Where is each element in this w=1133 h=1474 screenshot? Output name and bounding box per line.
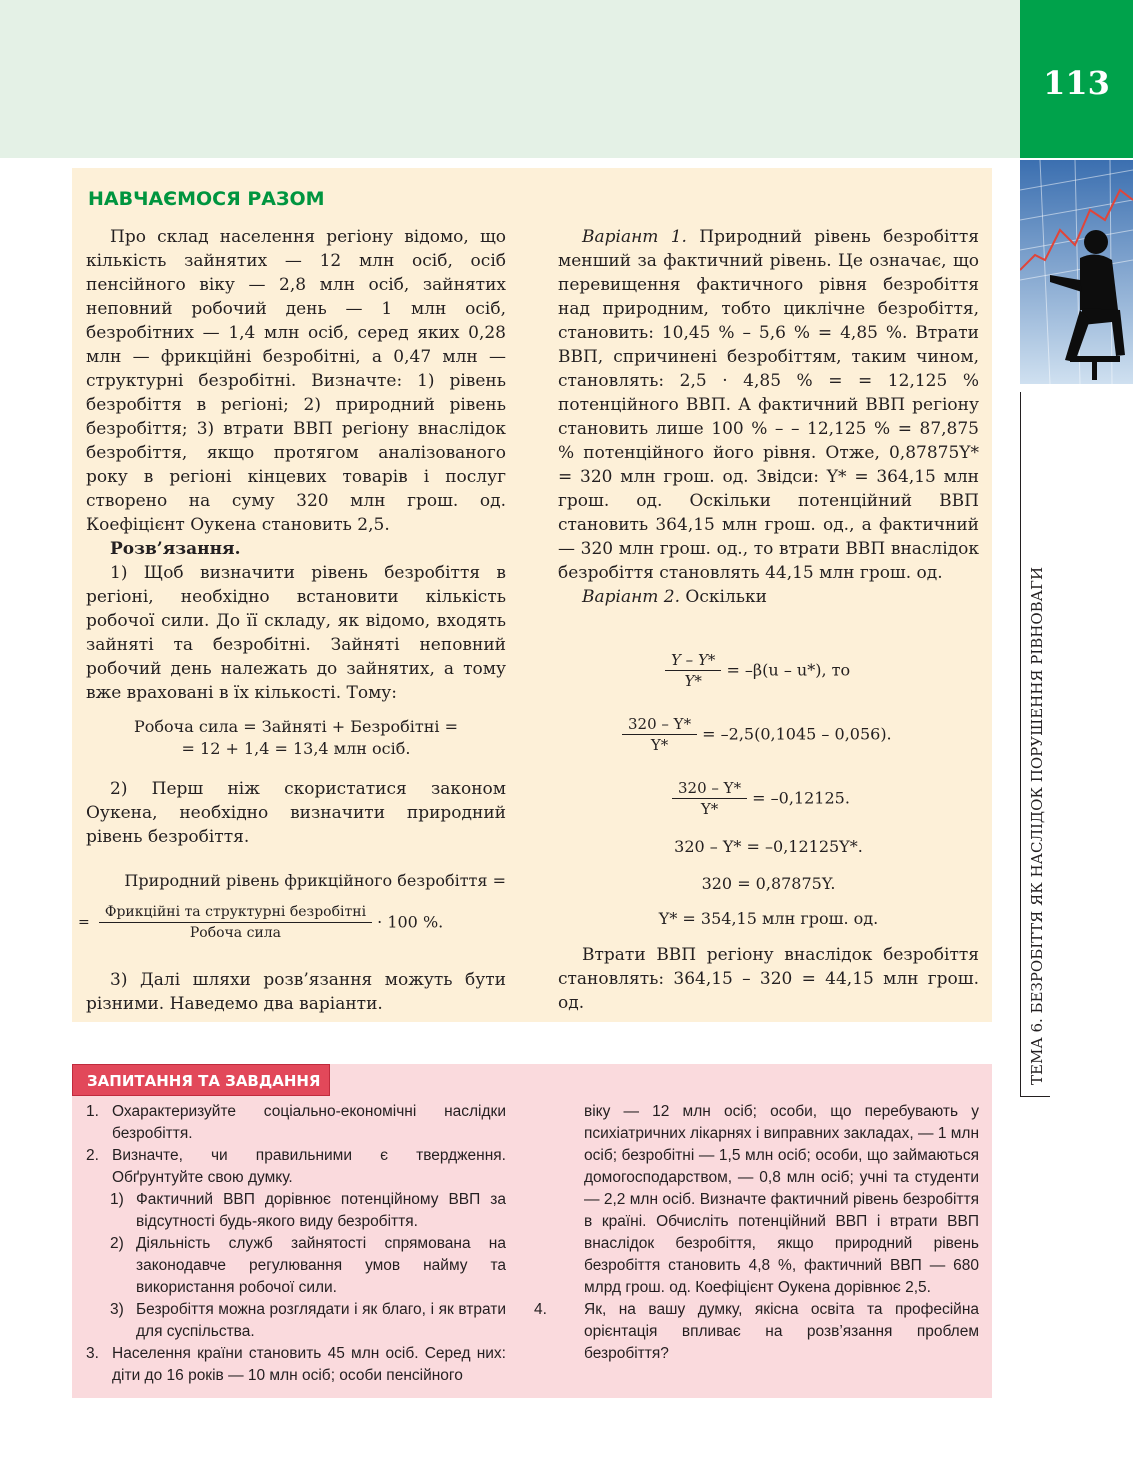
- eq2-denominator: Y*: [650, 736, 669, 754]
- variant-1-label: Варіант 1.: [582, 227, 687, 247]
- eq-sign: =: [78, 914, 90, 931]
- task-item: [86, 1343, 506, 1387]
- fraction-denominator: Робоча сила: [189, 925, 282, 941]
- fraction-tail: · 100 %.: [377, 912, 444, 932]
- chapter-title: ТЕМА 6. БЕЗРОБІТТЯ ЯК НАСЛІДОК ПОРУШЕННЯ РІВНОВАГИ: [1028, 566, 1046, 1085]
- questions-right-column: [534, 1101, 980, 1365]
- equation-4: 320 – Y* = –0,12125Y*.: [674, 837, 863, 856]
- natural-rate-formula-head: Природний рівень фрикційного безробіття =: [124, 871, 506, 890]
- step-2-block: [86, 777, 506, 849]
- subitem-number: 3): [110, 1301, 124, 1318]
- subitem-number: 2): [110, 1235, 124, 1252]
- topic-illustration: [1020, 160, 1133, 384]
- formula-line-2: = 12 + 1,4 = 13,4 млн осіб.: [181, 739, 411, 758]
- eq3-fraction: [672, 778, 747, 819]
- subitem-text: Діяльність служб зайнятості спрямована на законодавче регулювання умов найму та використання робочої сили.: [136, 1235, 506, 1296]
- eq3-denominator: Y*: [700, 800, 719, 818]
- task-text: Як, на вашу думку, якісна освіта та професійна орієнтація впливає на розв’язання проблем безробіття?: [584, 1301, 979, 1362]
- natural-rate-formula: [78, 902, 508, 943]
- task-continuation: [558, 1101, 979, 1299]
- questions-heading: ЗАПИТАННЯ ТА ЗАВДАННЯ: [72, 1064, 330, 1096]
- task-subitem: [86, 1233, 506, 1299]
- eq2-fraction: [622, 714, 697, 755]
- task-item: [86, 1101, 506, 1145]
- subitem-number: 1): [110, 1191, 124, 1208]
- learn-left-column: [86, 225, 506, 705]
- task-number: 4.: [534, 1301, 547, 1318]
- side-rule-foot: [1020, 1096, 1050, 1097]
- variant-1-paragraph: [558, 225, 979, 585]
- questions-left-column: [86, 1101, 506, 1387]
- step-2-text: 2) Перш ніж скористатися законом Оукена, необхідно визначити природний рівень безробіття.: [86, 779, 506, 847]
- task-number: 2.: [86, 1147, 99, 1164]
- eq2-numerator: 320 – Y*: [622, 714, 697, 735]
- okun-rhs: = –β(u – u*), то: [726, 660, 851, 680]
- task-number: 3.: [86, 1345, 99, 1362]
- variant-2-text: Оскільки: [680, 587, 767, 607]
- okun-fraction: [665, 650, 721, 691]
- top-band: [0, 0, 1020, 158]
- eq2-rhs: = –2,5(0,1045 – 0,056).: [702, 724, 892, 744]
- eq3-numerator: 320 – Y*: [672, 778, 747, 799]
- variant-1-text: Природний рівень безробіття менший за фактичний рівень. Це означає, що перевищення фактичного рівня безробіття над природним, тобто циклічне безробіття, становить: 10,45 % – 5,6 % = 4,85 %. Втрати ВВП, спричинені безробіттям, таким чином, становлять: 2,5 · 4,85 % = = 12,125 % потенційного ВВП. А фактичний ВВП регіону становить лише 100 % – – 12,125 % = 87,875 % потенційного його рівня. Отже, 0,87875Y* = 320 млн грош. од. Звідси: Y* = 364,15 млн грош. од. Оскільки потенційний ВВП становить 364,15 млн грош. од., а фактичний — 320 млн грош. од., то втрати ВВП внаслідок безробіття становлять 44,15 млн грош. од.: [558, 227, 979, 583]
- problem-text: Про склад населення регіону відомо, що кількість зайнятих — 12 млн осіб, осіб пенсійного віку — 2,8 млн осіб, зайнятих неповний робочий день — 1 млн осіб, безробітних — 1,4 млн осіб, серед яких 0,28 млн — фрикційні безробітні, а 0,47 млн — структурні безробітні. Визначте: 1) рівень безробіття в регіоні; 2) природний рівень безробіття; 3) втрати ВВП регіону внаслідок безробіття, якщо протягом аналізованого року в регіоні кінцевих товарів і послуг створено на суму 320 млн грош. од. Коефіцієнт Оукена становить 2,5.: [86, 227, 506, 535]
- learn-heading: НАВЧАЄМОСЯ РАЗОМ: [88, 188, 325, 210]
- task-text: віку — 12 млн осіб; особи, що перебувають у психіатричних лікарнях і виправних закладах, — 1 млн осіб; безробітні — 1,5 млн осіб; особи, що займаються домогосподарством, — 0,8 млн осіб; учні та студенти — 2,2 млн осіб. Визначте фактичний рівень безробіття в країні. Обчисліть потенційний ВВП і втрати ВВП внаслідок безробіття, якщо природний рівень безробіття становить 4,8 %, фактичний ВВП — 680 млрд грош. од. Коефіцієнт Оукена дорівнює 2,5.: [584, 1103, 980, 1296]
- task-text: Охарактеризуйте соціально-економічні наслідки безробіття.: [112, 1103, 506, 1142]
- subitem-text: Фактичний ВВП дорівнює потенційному ВВП за відсутності будь-якого виду безробіття.: [136, 1191, 506, 1230]
- fraction-numerator: Фрикційні та структурні безробітні: [99, 902, 372, 923]
- okun-equation: [665, 650, 850, 691]
- task-item: [534, 1299, 979, 1365]
- labor-force-formula: [86, 716, 506, 760]
- task-subitem: [86, 1189, 506, 1233]
- natural-rate-fraction: [99, 902, 372, 943]
- variant-2-label: Варіант 2.: [582, 587, 681, 607]
- formula-line-1: Робоча сила = Зайняті + Безробітні =: [134, 717, 458, 736]
- okun-numerator: Y – Y*: [665, 650, 721, 671]
- variant-2-paragraph: [558, 585, 979, 609]
- equation-2: [622, 714, 892, 755]
- task-text: Населення країни становить 45 млн осіб. Серед них: діти до 16 років — 10 млн осіб; особи пенсійного: [112, 1345, 506, 1384]
- subitem-text: Безробіття можна розглядати і як благо, і як втрати для суспільства.: [136, 1301, 506, 1340]
- equation-5: 320 = 0,87875Y.: [701, 874, 836, 893]
- page-number: 113: [1043, 64, 1110, 102]
- conclusion-text: Втрати ВВП регіону внаслідок безробіття становлять: 364,15 – 320 = 44,15 млн грош. од.: [558, 945, 979, 1013]
- task-item: [86, 1145, 506, 1189]
- eq3-rhs: = –0,12125.: [752, 788, 850, 808]
- okun-denominator: Y*: [684, 672, 702, 690]
- side-rule: [1020, 392, 1021, 1097]
- equation-3: [672, 778, 850, 819]
- task-number: 1.: [86, 1103, 99, 1120]
- conclusion-block: [558, 943, 979, 1015]
- step-1-text: 1) Щоб визначити рівень безробіття в регіоні, необхідно встановити кількість робочої сили. До її складу, як відомо, входять зайняті та безробітні. Зайняті неповний робочий день належать до зайнятих, а тому вже враховані в їх кількості. Тому:: [86, 563, 506, 703]
- learn-right-column: [558, 225, 979, 609]
- solution-label: Розв’язання.: [110, 539, 241, 559]
- equation-6: Y* = 354,15 млн грош. од.: [658, 909, 879, 928]
- task-text: Визначте, чи правильними є твердження. Обґрунтуйте свою думку.: [112, 1147, 506, 1186]
- task-subitem: [86, 1299, 506, 1343]
- step-3-text: 3) Далі шляхи розв’язання можуть бути різними. Наведемо два варіанти.: [86, 970, 506, 1014]
- step-3-block: [86, 968, 506, 1016]
